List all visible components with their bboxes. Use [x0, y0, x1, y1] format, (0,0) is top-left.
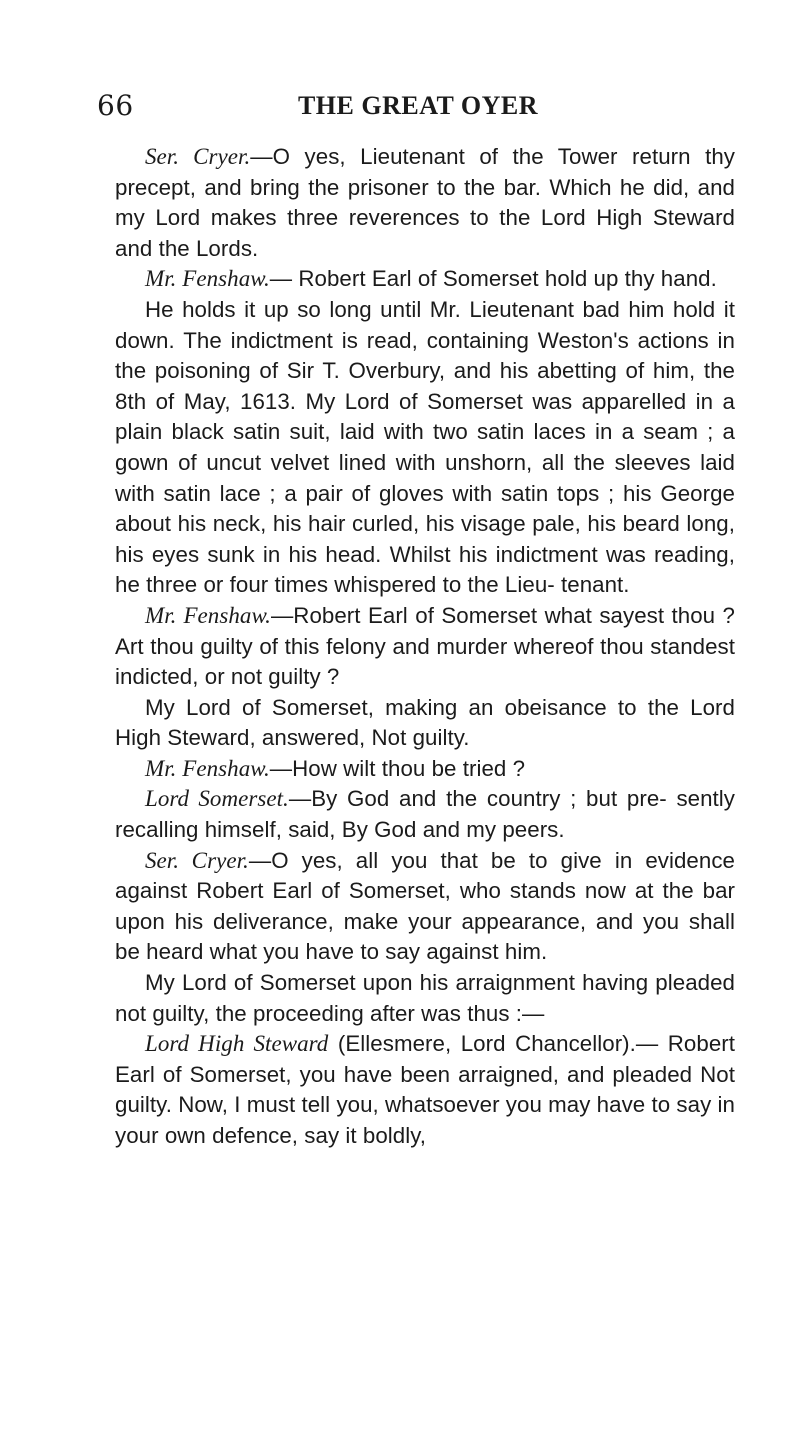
speaker-name: Lord Somerset. — [145, 786, 289, 812]
speaker-name: Ser. Cryer. — [145, 847, 249, 873]
paragraph — [115, 754, 735, 785]
paragraph-text: —Robert Earl of Somerset what sayest thou ? Art thou guilty of this felony and murder whereof thou standest indicted, or not guilty ? — [115, 602, 735, 690]
paragraph — [115, 264, 735, 295]
running-head — [97, 86, 739, 126]
paragraph-text: —O yes, Lieutenant of the Tower return thy precept, and bring the prisoner to the bar. Which he did, and my Lord makes three reverences to the Lord High Steward and the Lords. — [115, 144, 735, 261]
paragraph-text: —O yes, all you that be to give in evidence against Robert Earl of Somerset, who stands now at the bar upon his deliverance, make your appearance, and you shall be heard what you have to say against him. — [115, 847, 735, 965]
body-text — [115, 142, 735, 1152]
paragraph — [115, 693, 735, 754]
speaker-name: Ser. Cryer. — [145, 144, 251, 169]
paragraph — [115, 601, 735, 693]
paragraph-text: He holds it up so long until Mr. Lieutenant bad him hold it down. The indictment is read, containing Weston's actions in the poisoning of Sir T. Overbury, and his abetting of him, the 8th of May, 1613. My Lord of Somerset was apparelled in a plain black satin suit, laid with two satin laces in a seam ; a gown of uncut velvet lined with unshorn, all the sleeves laid with satin lace ; a pair of gloves with satin tops ; his George about his neck, his hair curled, his visage pale, his beard long, his eyes sunk in his head. Whilst his indictment was reading, he three or four times whispered to the Lieu- tenant. — [115, 296, 735, 598]
speaker-name: Mr. Fenshaw. — [145, 602, 271, 628]
page-number: 66 — [97, 89, 134, 122]
paragraph — [115, 295, 735, 601]
paragraph-text: My Lord of Somerset, making an obeisance to the Lord High Steward, answered, Not guilty. — [115, 694, 735, 751]
paragraph — [115, 968, 735, 1029]
paragraph — [115, 142, 735, 264]
paragraph-text: —By God and the country ; but pre- sently recalling himself, said, By God and my peers. — [115, 786, 735, 843]
running-title: THE GREAT OYER — [297, 91, 539, 120]
paragraph — [115, 784, 735, 845]
speaker-name: Mr. Fenshaw. — [145, 755, 270, 781]
paragraph — [115, 846, 735, 968]
speaker-name: Mr. Fenshaw. — [145, 266, 270, 292]
paragraph-text: — Robert Earl of Somerset hold up thy hand. — [269, 266, 717, 292]
speaker-name: Lord High Steward — [145, 1031, 329, 1057]
paragraph-text: My Lord of Somerset upon his arraignment having pleaded not guilty, the proceeding after was thus :— — [115, 970, 735, 1026]
paragraph — [115, 1029, 735, 1151]
paragraph-text: —How wilt thou be tried ? — [269, 755, 526, 781]
paragraph-text: (Ellesmere, Lord Chancellor).— Robert Earl of Somerset, you have been arraigned, and pleaded Not guilty. Now, I must tell you, whatsoever you may have to say in your own defence, say it boldly, — [115, 1031, 735, 1148]
